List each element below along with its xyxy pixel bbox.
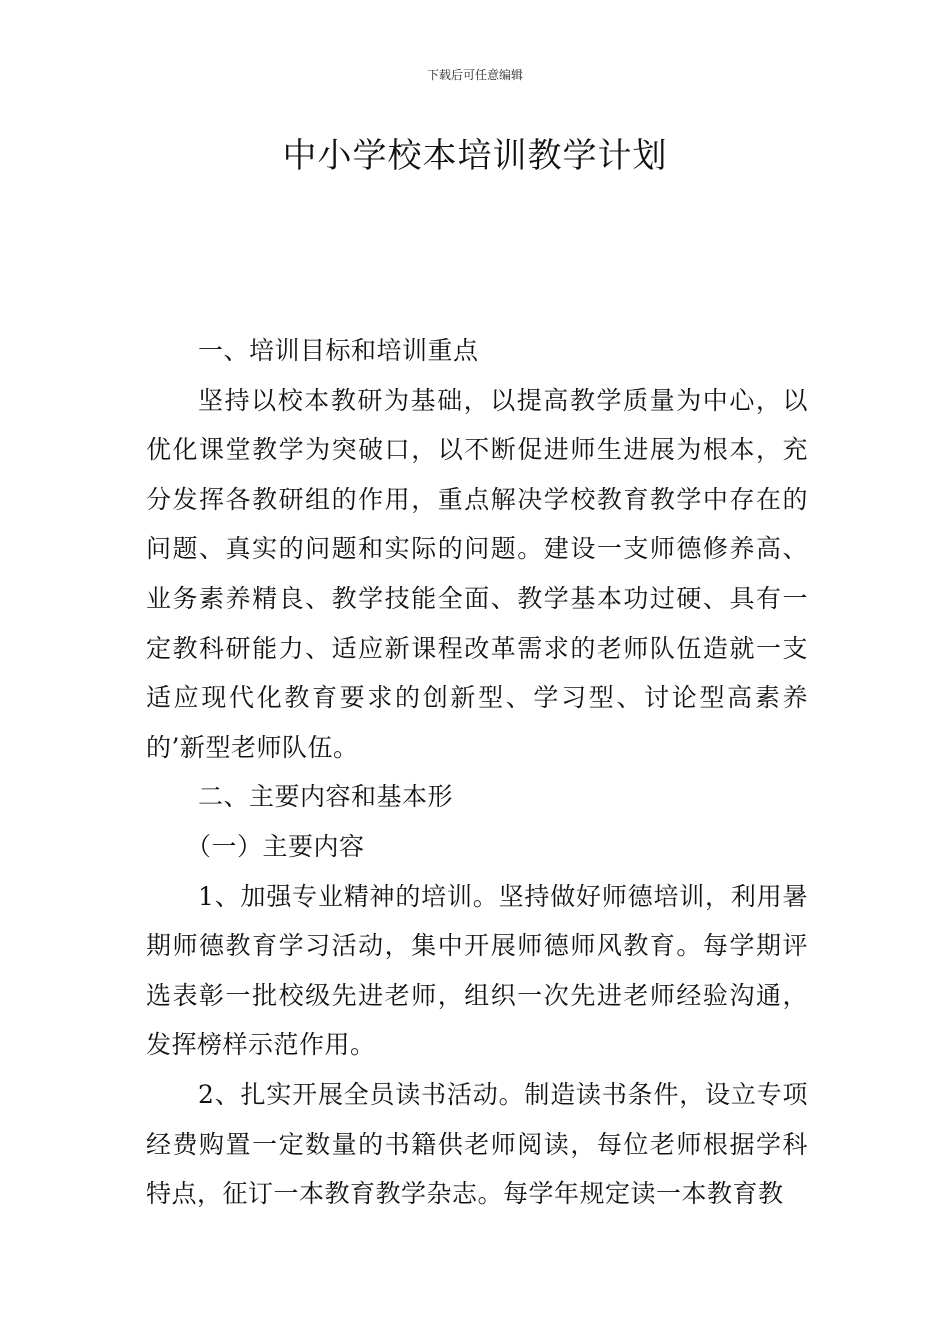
document-body [146,326,808,1219]
section-2-heading: 二、主要内容和基本形 [198,782,454,812]
document-title: 中小学校本培训教学计划 [282,136,668,176]
section-2-item-2: 2、扎实开展全员读书活动。制造读书条件，设立专项经费购置一定数量的书籍供老师阅读，每位老师根据学科特点，征订一本教育教学杂志。每学年规定读一本教育教 [146,1079,808,1209]
section-2-item-1: 1、加强专业精神的培训。坚持做好师德培训，利用暑期师德教育学习活动，集中开展师德师风教育。每学期评选表彰一批校级先进老师，组织一次先进老师经验沟通，发挥榜样示范作用。 [146,881,808,1060]
section-1-heading: 一、培训目标和培训重点 [198,336,479,365]
section-1-paragraph: 坚持以校本教研为基础，以提高教学质量为中心，以优化课堂教学为突破口，以不断促进师生进展为根本，充分发挥各教研组的作用，重点解决学校教育教学中存在的问题、真实的问题和实际的问题。建设一支师德修养高、业务素养精良、教学技能全面、教学基本功过硬、具有一定教科研能力、适应新课程改革需求的老师队伍造就一支适应现代化教育要求的创新型、学习型、讨论型高素养的’新型老师队伍。 [146,385,808,762]
section-2-subheading: （一）主要内容 [186,831,365,861]
header-note: 下载后可任意编辑 [426,68,523,82]
